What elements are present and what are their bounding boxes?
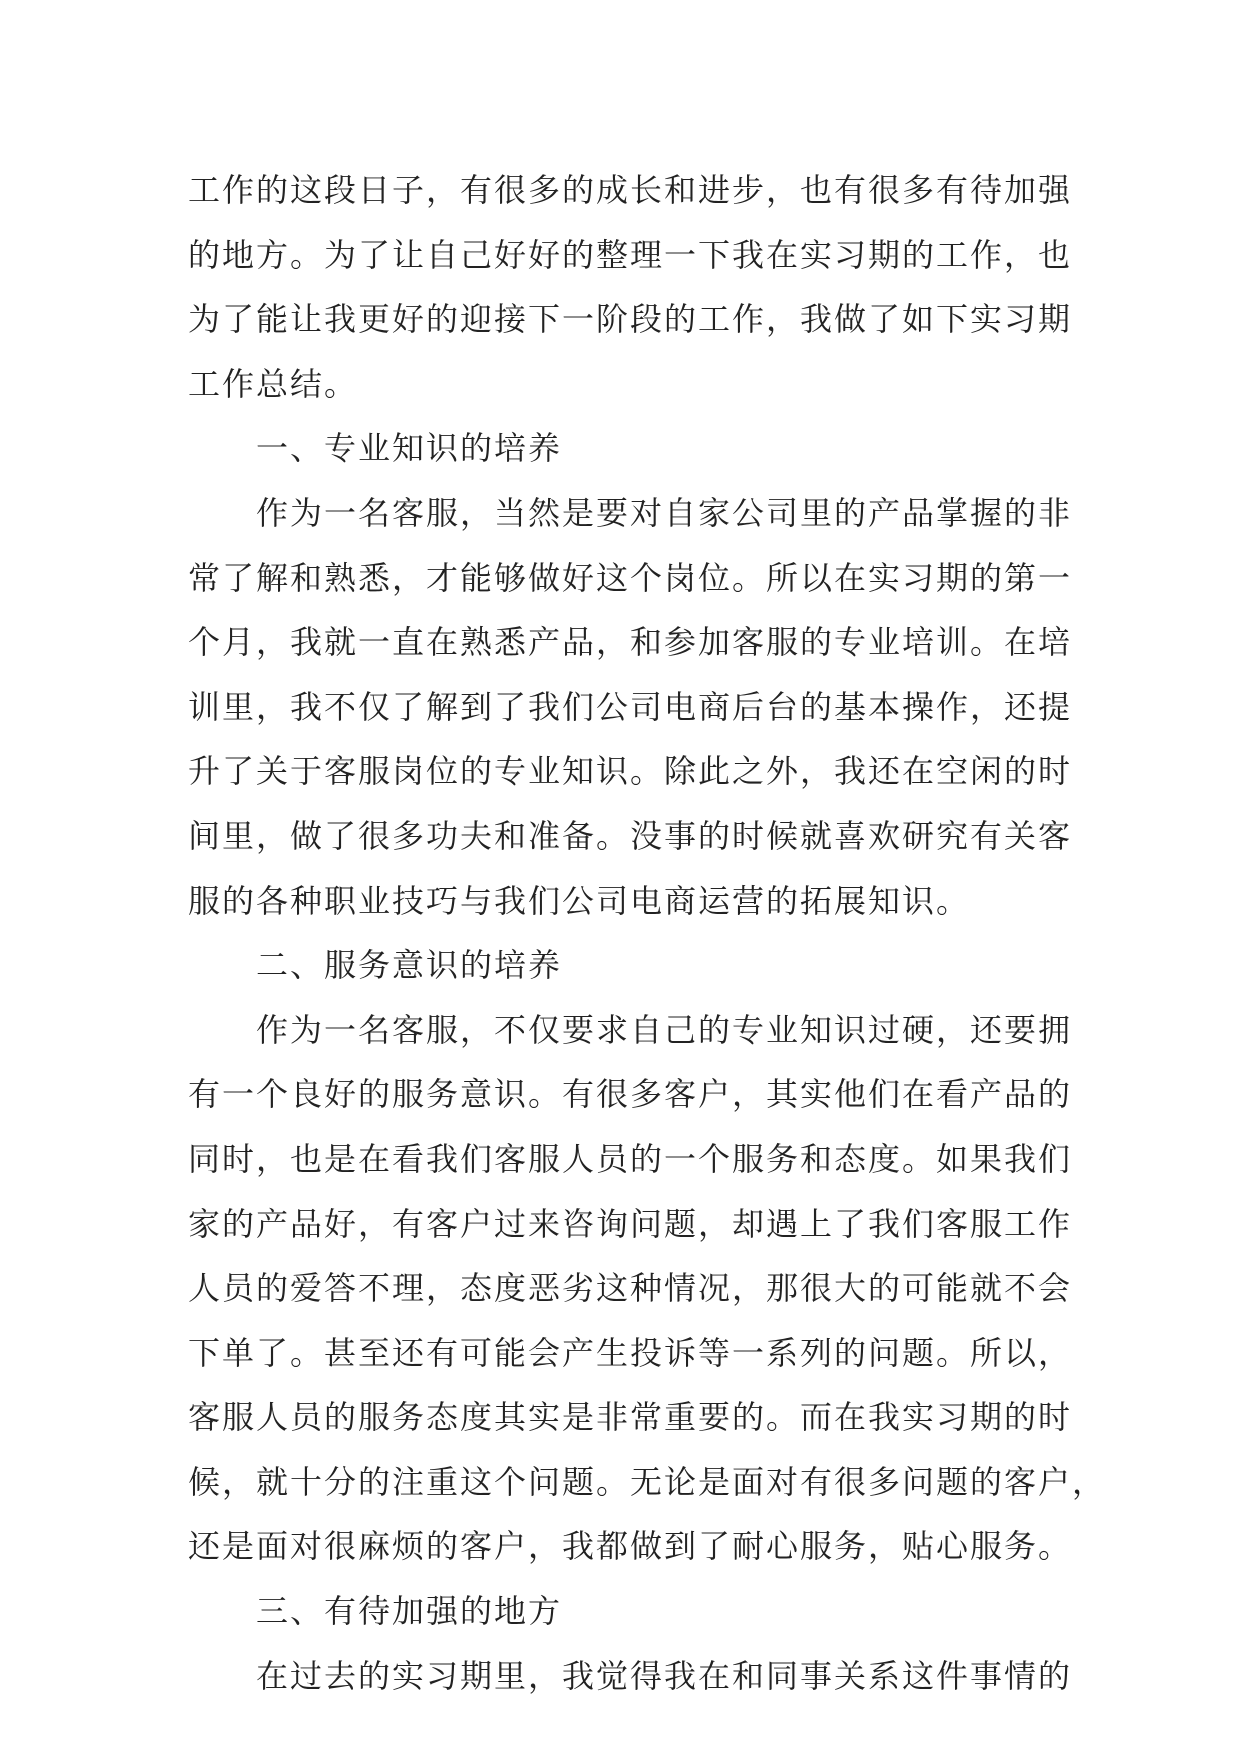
text-line: 个月，我就一直在熟悉产品，和参加客服的专业培训。在培 xyxy=(188,623,1073,662)
text-line: 还是面对很麻烦的客户，我都做到了耐心服务，贴心服务。 xyxy=(188,1527,1073,1566)
text-line: 间里，做了很多功夫和准备。没事的时候就喜欢研究有关客 xyxy=(188,816,1073,855)
text-line: 同时，也是在看我们客服人员的一个服务和态度。如果我们 xyxy=(188,1139,1073,1178)
text-line: 作为一名客服，当然是要对自家公司里的产品掌握的非 xyxy=(256,493,1073,532)
text-line: 候，就十分的注重这个问题。无论是面对有很多问题的客户， xyxy=(188,1462,1107,1501)
text-line: 下单了。甚至还有可能会产生投诉等一系列的问题。所以， xyxy=(188,1333,1073,1372)
section-heading: 三、有待加强的地方 xyxy=(256,1592,563,1631)
section-heading: 二、服务意识的培养 xyxy=(256,946,563,985)
text-line: 工作总结。 xyxy=(188,364,359,403)
text-line: 常了解和熟悉，才能够做好这个岗位。所以在实习期的第一 xyxy=(188,558,1073,597)
text-line: 家的产品好，有客户过来咨询问题，却遇上了我们客服工作 xyxy=(188,1204,1073,1243)
text-line: 在过去的实习期里，我觉得我在和同事关系这件事情的 xyxy=(256,1656,1073,1695)
text-line: 客服人员的服务态度其实是非常重要的。而在我实习期的时 xyxy=(188,1398,1073,1437)
document-body xyxy=(188,158,1107,1708)
text-line: 升了关于客服岗位的专业知识。除此之外，我还在空闲的时 xyxy=(188,752,1073,791)
text-line: 有一个良好的服务意识。有很多客户，其实他们在看产品的 xyxy=(188,1075,1073,1114)
text-line: 人员的爱答不理，态度恶劣这种情况，那很大的可能就不会 xyxy=(188,1269,1073,1308)
text-line: 工作的这段日子，有很多的成长和进步，也有很多有待加强 xyxy=(188,171,1073,209)
text-line: 的地方。为了让自己好好的整理一下我在实习期的工作，也 xyxy=(188,235,1073,274)
section-heading: 一、专业知识的培养 xyxy=(256,429,563,468)
text-line: 作为一名客服，不仅要求自己的专业知识过硬，还要拥 xyxy=(256,1010,1073,1049)
text-line: 训里，我不仅了解到了我们公司电商后台的基本操作，还提 xyxy=(188,687,1073,726)
text-line: 服的各种职业技巧与我们公司电商运营的拓展知识。 xyxy=(188,881,971,920)
text-line: 为了能让我更好的迎接下一阶段的工作，我做了如下实习期 xyxy=(188,300,1073,339)
